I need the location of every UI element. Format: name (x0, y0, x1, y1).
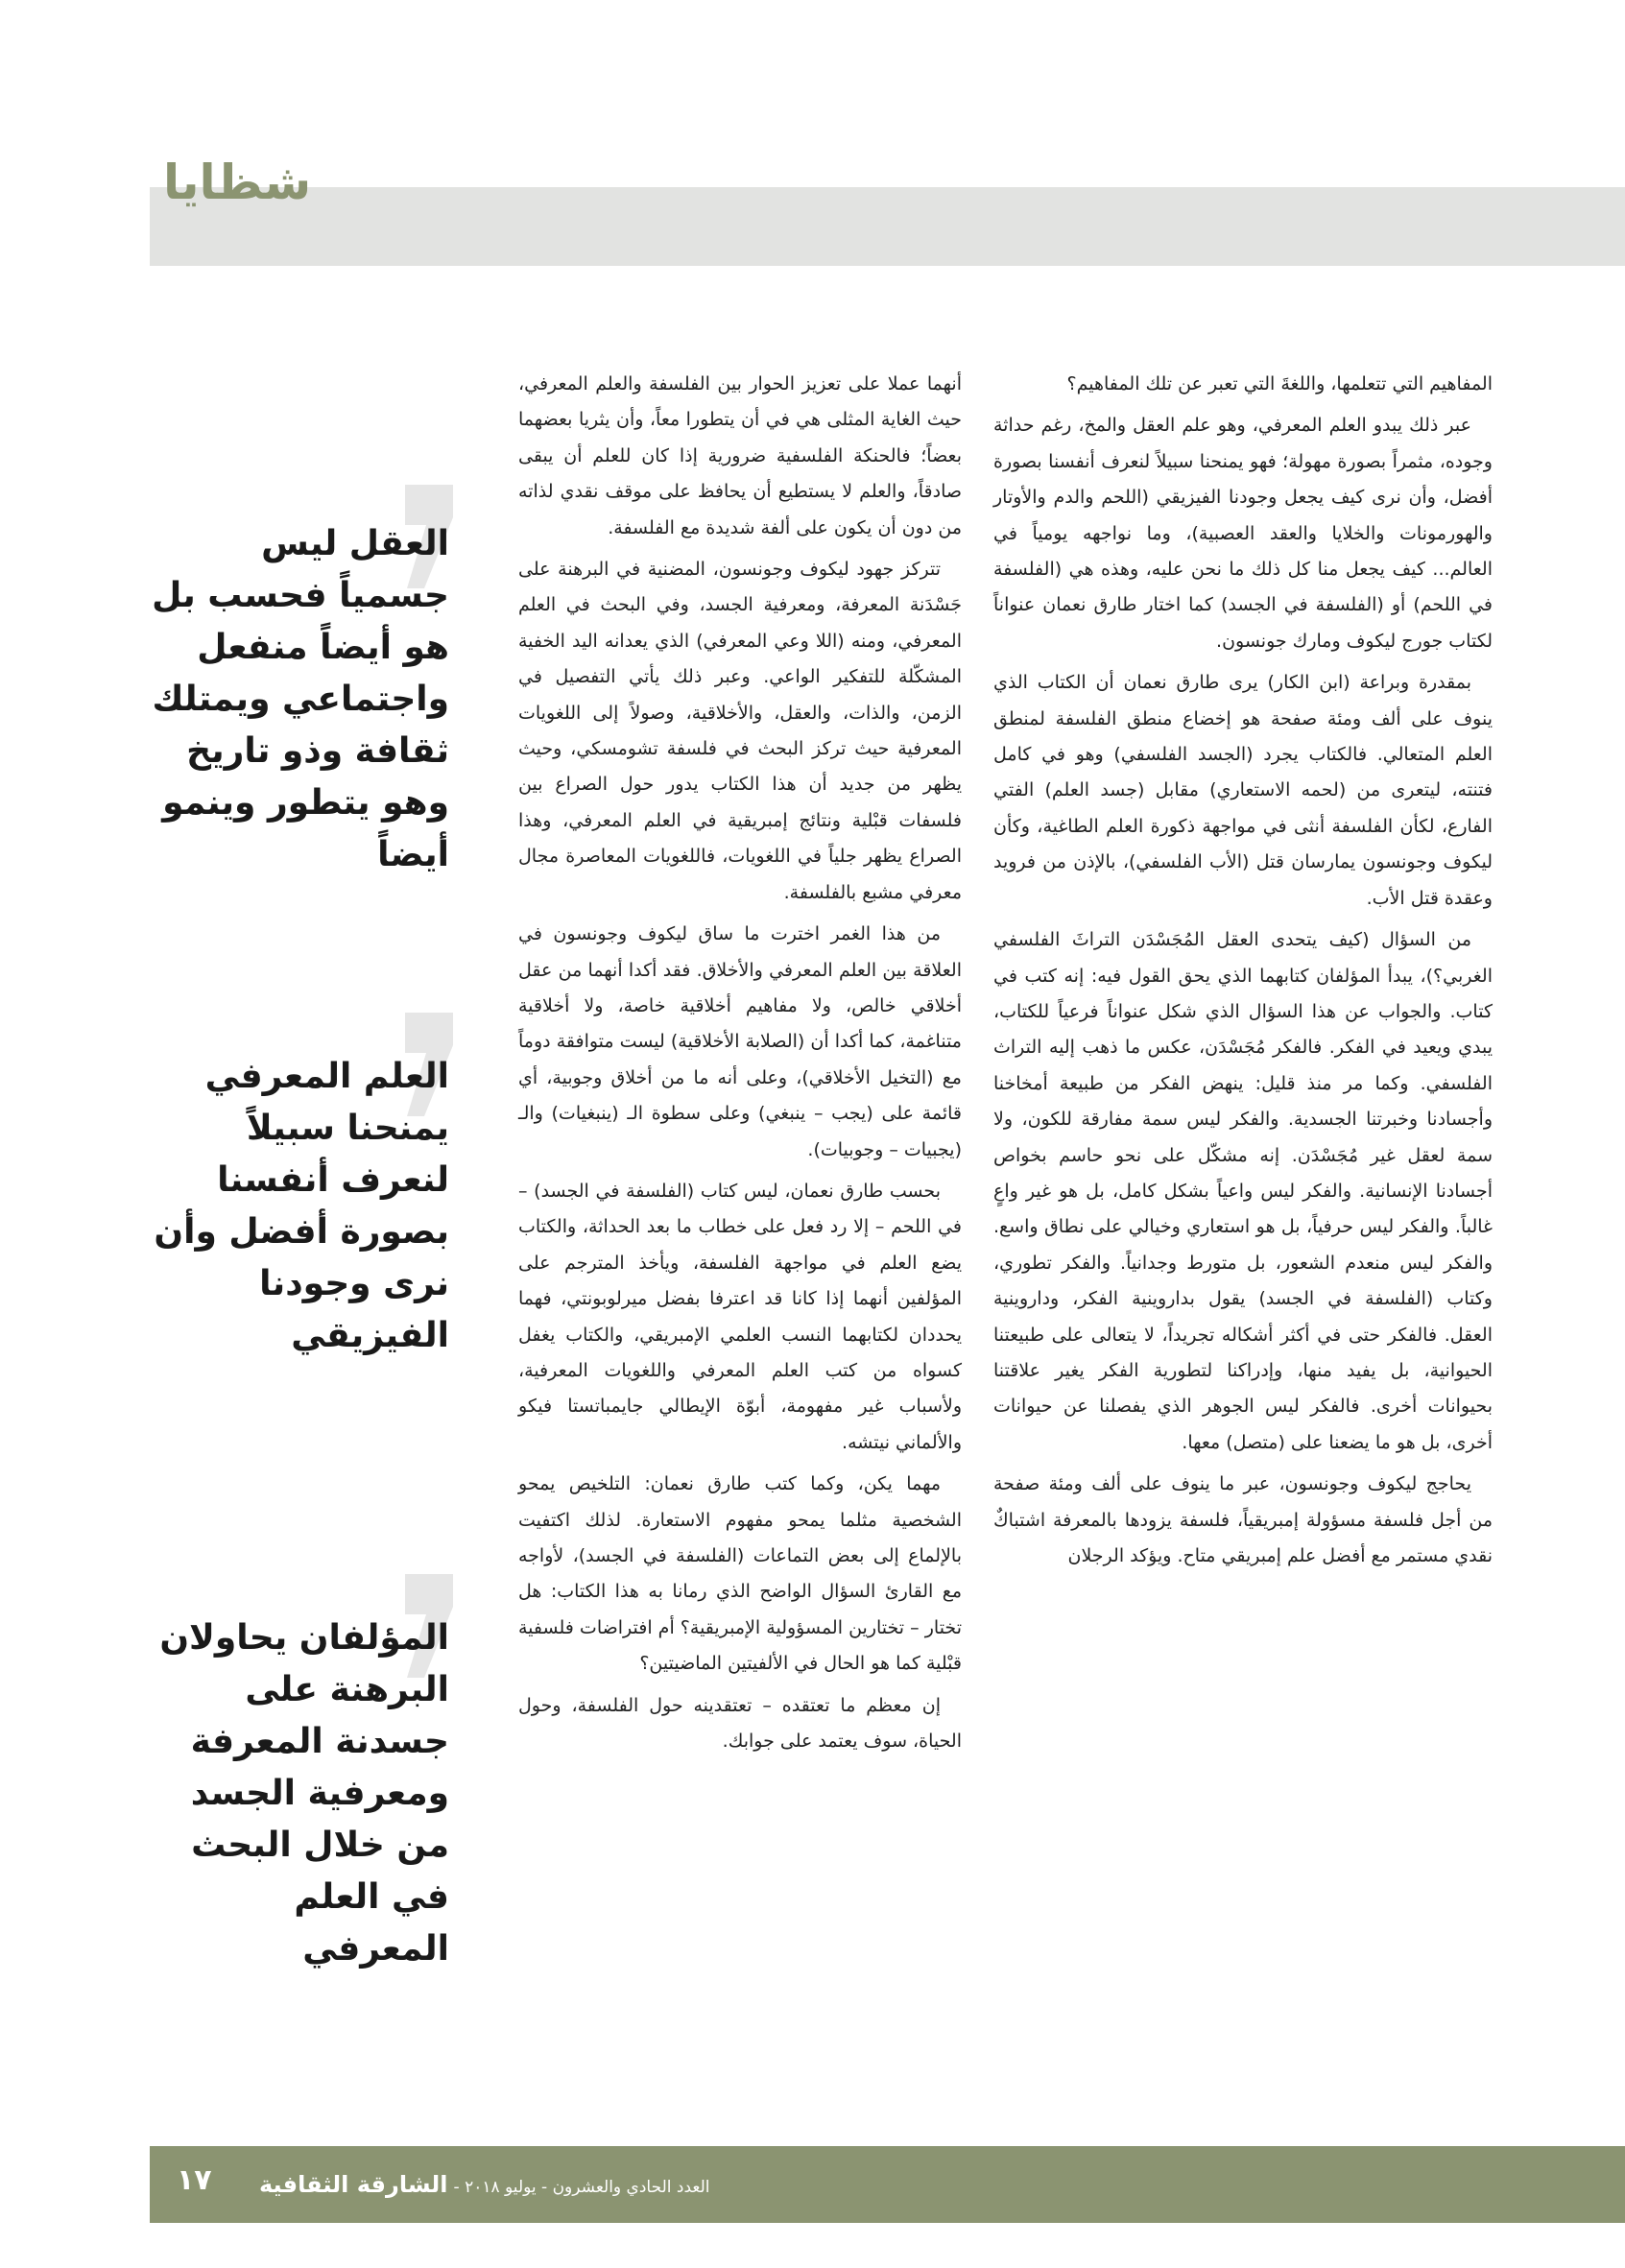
article-paragraph: بمقدرة وبراعة (ابن الكار) يرى طارق نعمان أن الكتاب الذي ينوف على ألف ومئة صفحة هو إخضاع منطق الفلسفة لمنطق العلم المتعالي. فالكتاب يجرد (الجسد الفلسفي) وهو في كامل فتنته، ليتعرى من (لحمه الاستعاري) مقابل (جسد العلم) الفتي الفارع، لكأن الفلسفة أنثى في مواجهة ذكورة العلم الطاغية، وكأن ليكوف وجونسون يمارسان قتل (الأب الفلسفي)، بالإذن من فرويد وعقدة قتل الأب. (993, 672, 1493, 909)
footer-issue-line (259, 2171, 709, 2201)
article-paragraph: من السؤال (كيف يتحدى العقل المُجَسْدَن التراثَ الفلسفي الغربي؟)، يبدأ المؤلفان كتابهما الذي يحق القول فيه: إنه كتب في كتاب. والجواب عن هذا السؤال الذي شكل عنواناً فرعياً للكتاب، يبدي ويعيد في الفكر. فالفكر مُجَسْدَن، عكس ما ذهب إليه التراث الفلسفي. وكما مر منذ قليل: ينهض الفكر من طبيعة أمخاخنا وأجسادنا وخبرتنا الجسدية. والفكر ليس سمة مفارقة للكون، ولا سمة لعقل غير مُجَسْدَن. إنه مشكّل على نحو حاسم بخواص أجسادنا الإنسانية. والفكر ليس واعياً بشكل كامل، بل هو غير واعٍ غالباً. والفكر ليس حرفياً، بل هو استعاري وخيالي على نطاق واسع. والفكر ليس منعدم الشعور، بل متورط وجدانياً. والفكر تطوري، وكتاب (الفلسفة في الجسد) يقول بداروينية الفكر، وداروينية العقل. فالفكر حتى في أكثر أشكاله تجريداً، لا يتعالى على طبيعتنا الحيوانية، بل يفيد منها، وإدراكنا لتطورية الفكر يغير علاقتنا بحيوانات أخرى. فالفكر ليس الجوهر الذي يفصلنا عن حيوانات أخرى، بل هو ما يضعنا على (متصل) معها. (993, 929, 1493, 1453)
pull-quote-authors: المؤلفان يحاولان البرهنة على جسدنة المعرفة ومعرفية الجسد من خلال البحث في العلم المعرفي (159, 1618, 449, 1969)
pull-quote-mind: العقل ليس جسمياً فحسب بل هو أيضاً منفعل واجتماعي ويمتلك ثقافة وذو تاريخ وهو يتطور وينمو أيضاً (152, 524, 449, 874)
page-number: ١٧ (177, 2163, 212, 2197)
magazine-logo: الشارقة الثقافية (259, 2171, 448, 2198)
article-paragraph: إن معظم ما تعتقده – تعتقدينه حول الفلسفة، وحول الحياة، سوف يعتمد على جوابك. (518, 1694, 962, 1753)
article-paragraph: من هذا الغمر اخترت ما ساق ليكوف وجونسون في العلاقة بين العلم المعرفي والأخلاق. فقد أكدا أنهما من عقل أخلاقي خالص، ولا مفاهيم أخلاقية خاصة، ولا أخلاقية متناغمة، كما أكدا أن (الصلابة الأخلاقية) ليست متوافقة دوماً مع (التخيل الأخلاقي)، وعلى أنه ما من أخلاق وجوبية، أي قائمة على (يجب – ينبغي) وعلى سطوة الـ (ينبغيات) والـ (يجبيات – وجوبيات). (518, 923, 962, 1160)
article-paragraph: تتركز جهود ليكوف وجونسون، المضنية في البرهنة على جَسْدَنة المعرفة، ومعرفية الجسد، وفي البحث في العلم المعرفي، ومنه (اللا وعي المعرفي) الذي يعدانه اليد الخفية المشكّلة للتفكير الواعي. وعبر ذلك يأتي التفصيل في الزمن، والذات، والعقل، والأخلاقية، وصولاً إلى اللغويات المعرفية حيث تركز البحث في فلسفة تشومسكي، وحيث يظهر من جديد أن هذا الكتاب يدور حول الصراع بين فلسفات قبْلية ونتائج إمبريقية في العلم المعرفي، وهذا الصراع يظهر جلياً في اللغويات، فاللغويات المعاصرة مجال معرفي مشبع بالفلسفة. (518, 559, 962, 903)
section-header-band (150, 187, 1625, 266)
article-column-right (993, 367, 1493, 1580)
article-paragraph: بحسب طارق نعمان، ليس كتاب (الفلسفة في الجسد) – في اللحم – إلا رد فعل على خطاب ما بعد الحداثة، والكتاب يضع العلم في مواجهة الفلسفة، ويأخذ المترجم على المؤلفين أنهما إذا كانا قد اعترفا بفضل ميرلوبونتي، فهما يحددان لكتابهما النسب العلمي الإمبريقي، والكتاب يغفل كسواه من كتب العلم المعرفي واللغويات المعرفية، ولأسباب غير مفهومة، أبوّة الإيطالي جايمباتستا فيكو والألماني نيتشه. (518, 1180, 962, 1453)
article-paragraph: عبر ذلك يبدو العلم المعرفي، وهو علم العقل والمخ، رغم حداثة وجوده، مثمراً بصورة مهولة؛ فهو يمنحنا سبيلاً لنعرف أنفسنا بصورة أفضل، وأن نرى كيف يجعل وجودنا الفيزيقي (اللحم والدم والأوتار والهورمونات والخلايا والعقد العصبية)، وما نواجهه يومياً في العالم... كيف يجعل منا كل ذلك ما نحن عليه، وهذه هي (الفلسفة في اللحم) أو (الفلسفة في الجسد) كما اختار طارق نعمان عنواناً لكتاب جورج ليكوف ومارك جونسون. (993, 415, 1493, 652)
footer-issue-text: العدد الحادي والعشرون - يوليو ٢٠١٨ - (453, 2178, 710, 2197)
article-paragraph: أنهما عملا على تعزيز الحوار بين الفلسفة والعلم المعرفي، حيث الغاية المثلى هي في أن يتطورا معاً، وأن يثريا بعضهما بعضاً؛ فالحنكة الفلسفية ضرورية إذا كان للعلم أن يبقى صادقاً، والعلم لا يستطيع أن يحافظ على موقف نقدي لذاته من دون أن يكون على ألفة شديدة مع الفلسفة. (518, 373, 962, 538)
article-paragraph: المفاهيم التي تتعلمها، واللغةَ التي تعبر عن تلك المفاهيم؟ (1066, 373, 1493, 394)
article-paragraph: مهما يكن، وكما كتب طارق نعمان: التلخيص يمحو الشخصية مثلما يمحو مفهوم الاستعارة. لذلك اكتفيت بالإلماع إلى بعض التماعات (الفلسفة في الجسد)، لأواجه مع القارئ السؤال الواضح الذي رمانا به هذا الكتاب: هل تختار – تختارين المسؤولية الإمبريقية؟ أم افتراضات فلسفية قبْلية كما هو الحال في الألفيتين الماضيتين؟ (518, 1473, 962, 1675)
article-paragraph: يحاجج ليكوف وجونسون، عبر ما ينوف على ألف ومئة صفحة من أجل فلسفة مسؤولة إمبريقياً، فلسفة يزودها بالمعرفة اشتباكٌ نقدي مستمر مع أفضل علم إمبريقي متاح. ويؤكد الرجلان (993, 1473, 1493, 1566)
section-title: شظايا (163, 155, 312, 210)
article-column-middle (518, 367, 962, 1765)
pull-quote-cognitive-science: العلم المعرفي يمنحنا سبيلاً لنعرف أنفسنا بصورة أفضل وأن نرى وجودنا الفيزيقي (154, 1057, 449, 1355)
